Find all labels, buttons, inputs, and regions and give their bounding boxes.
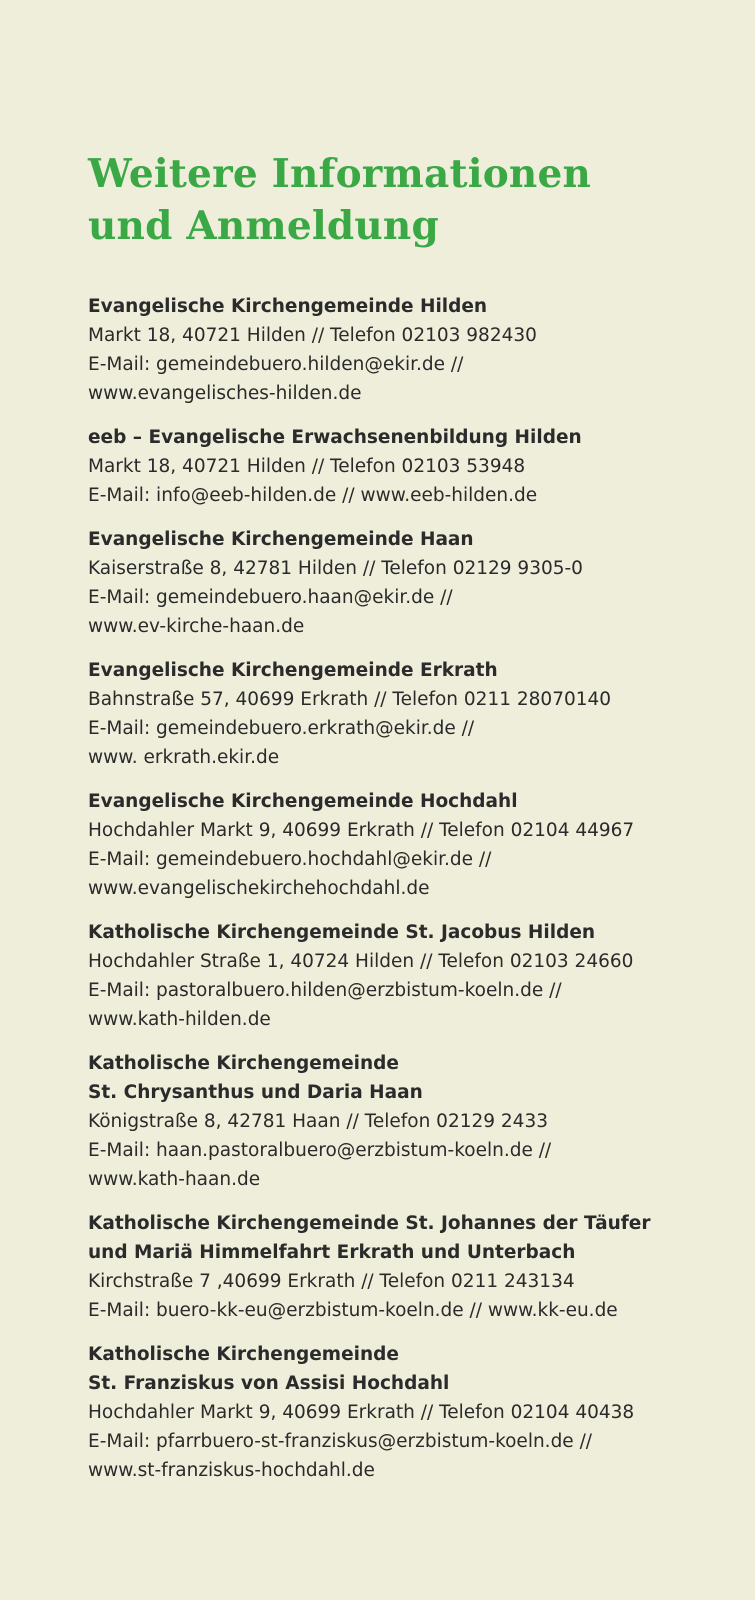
contact-detail: E-Mail: info@eeb-hilden.de // www.eeb-hilden.de xyxy=(88,485,538,506)
contact-detail: Kirchstraße 7 ,40699 Erkrath // Telefon 0211 243134 xyxy=(88,1271,575,1292)
contact-name: Katholische Kirchengemeinde St. Johannes der Täufer xyxy=(88,1213,651,1234)
contact-name: St. Franziskus von Assisi Hochdahl xyxy=(88,1373,450,1394)
contact-detail: www.evangelisches-hilden.de xyxy=(88,383,362,404)
contact-entry xyxy=(88,292,715,408)
contact-detail: E-Mail: buero-kk-eu@erzbistum-koeln.de // www.kk-eu.de xyxy=(88,1300,618,1321)
contact-entry xyxy=(88,1049,715,1194)
contact-name: Katholische Kirchengemeinde xyxy=(88,1344,399,1365)
contact-entry xyxy=(88,525,715,641)
contact-name: und Mariä Himmelfahrt Erkrath und Unterbach xyxy=(88,1242,576,1263)
contact-name: Evangelische Kirchengemeinde Hilden xyxy=(88,296,488,317)
contact-entry xyxy=(88,918,715,1034)
contact-entry xyxy=(88,1209,715,1325)
contact-detail: E-Mail: pfarrbuero-st-franziskus@erzbistum-koeln.de // xyxy=(88,1431,593,1452)
contact-entry xyxy=(88,1340,715,1485)
contact-name: Katholische Kirchengemeinde St. Jacobus Hilden xyxy=(88,922,596,943)
contact-detail: www.evangelischekirchehochdahl.de xyxy=(88,878,430,899)
contact-detail: E-Mail: gemeindebuero.haan@ekir.de // xyxy=(88,587,453,608)
contact-entry xyxy=(88,423,715,510)
contact-name: Evangelische Kirchengemeinde Haan xyxy=(88,529,474,550)
contact-name: eeb – Evangelische Erwachsenenbildung Hilden xyxy=(88,427,582,448)
contact-list xyxy=(88,292,715,1485)
contact-detail: Hochdahler Straße 1, 40724 Hilden // Telefon 02103 24660 xyxy=(88,951,634,972)
contact-name: St. Chrysanthus und Daria Haan xyxy=(88,1082,423,1103)
contact-entry xyxy=(88,787,715,903)
page-title-line-2: und Anmeldung xyxy=(88,203,439,249)
page-title xyxy=(88,148,715,252)
contact-detail: E-Mail: gemeindebuero.erkrath@ekir.de // xyxy=(88,718,475,739)
contact-detail: www. erkrath.ekir.de xyxy=(88,747,280,768)
contact-detail: E-Mail: gemeindebuero.hilden@ekir.de // xyxy=(88,354,464,375)
page-title-line-1: Weitere Informationen xyxy=(88,151,592,197)
contact-name: Evangelische Kirchengemeinde Hochdahl xyxy=(88,791,518,812)
contact-detail: Hochdahler Markt 9, 40699 Erkrath // Telefon 02104 44967 xyxy=(88,820,635,841)
contact-detail: www.ev-kirche-haan.de xyxy=(88,616,305,637)
contact-detail: www.kath-hilden.de xyxy=(88,1009,271,1030)
contact-detail: Markt 18, 40721 Hilden // Telefon 02103 982430 xyxy=(88,325,537,346)
contact-detail: Hochdahler Markt 9, 40699 Erkrath // Telefon 02104 40438 xyxy=(88,1402,635,1423)
contact-detail: www.kath-haan.de xyxy=(88,1169,261,1190)
contact-detail: E-Mail: pastoralbuero.hilden@erzbistum-koeln.de // xyxy=(88,980,562,1001)
contact-name: Evangelische Kirchengemeinde Erkrath xyxy=(88,660,498,681)
contact-detail: Kaiserstraße 8, 42781 Hilden // Telefon 02129 9305-0 xyxy=(88,558,583,579)
contact-detail: Markt 18, 40721 Hilden // Telefon 02103 53948 xyxy=(88,456,526,477)
contact-detail: Königstraße 8, 42781 Haan // Telefon 02129 2433 xyxy=(88,1111,548,1132)
contact-detail: E-Mail: gemeindebuero.hochdahl@ekir.de // xyxy=(88,849,492,870)
contact-detail: www.st-franziskus-hochdahl.de xyxy=(88,1460,375,1481)
contact-entry xyxy=(88,656,715,772)
contact-name: Katholische Kirchengemeinde xyxy=(88,1053,399,1074)
contact-detail: E-Mail: haan.pastoralbuero@erzbistum-koeln.de // xyxy=(88,1140,552,1161)
contact-detail: Bahnstraße 57, 40699 Erkrath // Telefon 0211 28070140 xyxy=(88,689,612,710)
